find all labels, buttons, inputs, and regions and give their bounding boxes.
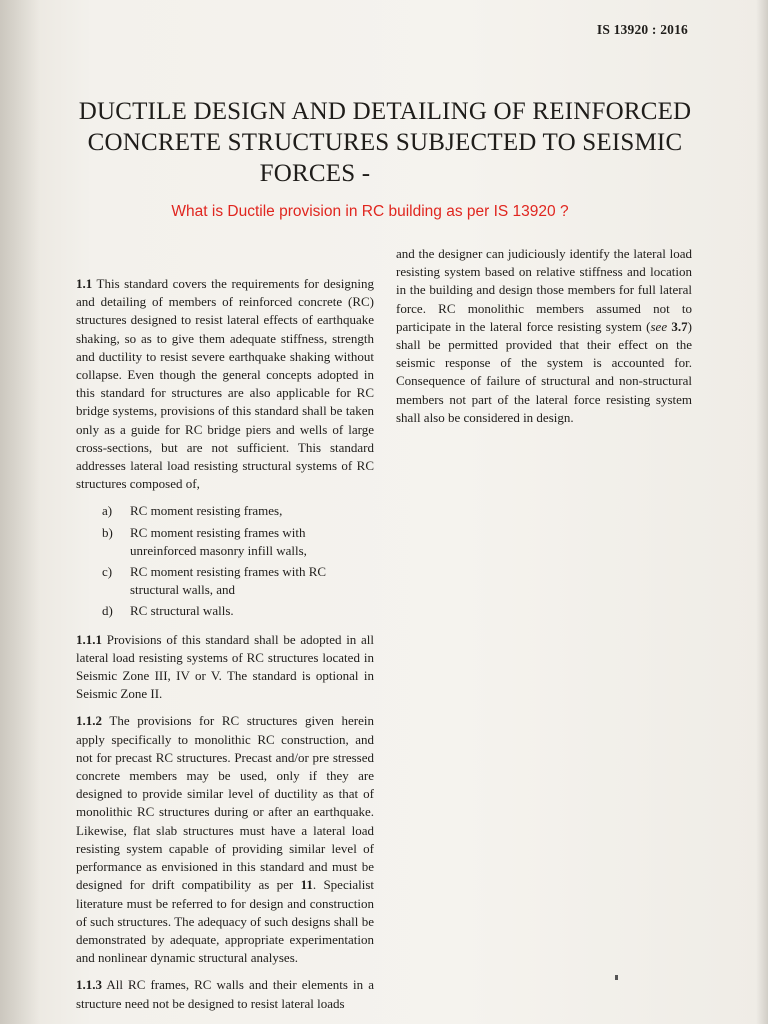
clause-number: 1.1.3 <box>76 977 102 993</box>
clause-text-continued: . Specialist literature must be referred to for design and construction of such structures. The adequacy of such designs shall be demonstrated by adequate, appropriate experimentation and nonlinear dynamic structural analyses. <box>76 877 374 966</box>
clause-text-continued: ) shall be permitted provided that their effect on the seismic response of the system is accounted for. Consequence of failure of structural and non-structural members not part of the lateral force resisting system shall also be considered in design. <box>396 318 692 425</box>
list-marker: c) <box>102 564 113 580</box>
clause-1-1 <box>76 275 374 493</box>
title-line-1: DUCTILE DESIGN AND DETAILING OF REINFORCED <box>78 98 692 125</box>
clause-1-1-2 <box>76 712 374 967</box>
standard-number: IS 13920 : 2016 <box>596 22 688 37</box>
clause-number: 1.1.1 <box>76 631 102 647</box>
structure-type-list <box>76 502 374 620</box>
list-marker: a) <box>102 503 113 519</box>
list-text: RC moment resisting frames with unreinforced masonry infill walls, <box>130 524 307 558</box>
page-spine-shadow <box>0 0 40 1024</box>
clause-1-1-3-continued <box>396 245 692 427</box>
clause-text: The provisions for RC structures given herein apply specifically to monolithic RC construction, and not for precast RC structures. Precast and/or pre stressed concrete members may be used, only if they are designed to provide similar level of ductility as that of monolithic RC structures during or after an earthquake. Likewise, flat slab structures must have a lateral load resisting system capable of providing similar level of performance as envisioned in this standard and must be designed for drift compatibility as per <box>76 713 374 893</box>
list-item <box>76 602 374 620</box>
overlay-question: What is Ductile provision in RC building as per IS 13920 ? <box>171 203 569 220</box>
clause-number: 1.1 <box>76 276 93 291</box>
list-text: RC moment resisting frames, <box>130 503 283 519</box>
title-line-2: CONCRETE STRUCTURES SUBJECTED TO SEISMIC <box>87 129 683 156</box>
list-marker: b) <box>102 524 113 540</box>
list-item <box>76 502 374 520</box>
clause-text: Provisions of this standard shall be adopted in all lateral load resisting systems of RC structures located in Seismic Zone III, IV or V. The standard is optional in Seismic Zone II. <box>76 631 375 702</box>
clause-reference: 11 <box>300 877 313 893</box>
list-text: RC structural walls. <box>130 603 234 619</box>
page-edge-shadow <box>756 0 768 1024</box>
list-item <box>76 524 374 560</box>
right-column <box>396 245 692 436</box>
list-item <box>76 563 374 599</box>
scan-mark <box>615 975 618 980</box>
clause-text: All RC frames, RC walls and their elements in a structure need not be designed to resist lateral loads <box>76 977 374 1011</box>
document-title <box>60 96 710 189</box>
clause-1-1-3 <box>76 976 374 1012</box>
clause-text: and the designer can judiciously identify the lateral load resisting system based on relative stiffness and location in the building and design those members for full lateral force. RC monolithic members assumed not to participate in the lateral force resisting system ( <box>396 246 692 334</box>
clause-1-1-1 <box>76 631 374 704</box>
title-line-3: FORCES - <box>259 160 371 187</box>
clause-text: This standard covers the requirements for designing and detailing of members of reinforced concrete (RC) structures designed to resist lateral effects of earthquake shaking, so as to give them adequate stiffness, strength and ductility to resist severe earthquake shaking without collapse. Even though the general concepts adopted in this standard for structures are also applicable for RC bridge systems, provisions of this standard shall be taken only as a guide for RC bridge piers and wells of large cross-sections, but are not sufficient. This standard addresses lateral load resisting structural systems of RC structures composed of, <box>76 276 374 492</box>
left-column <box>76 275 374 1022</box>
list-text: RC moment resisting frames with RC structural walls, and <box>130 564 327 598</box>
see-label: see <box>650 318 668 334</box>
clause-number: 1.1.2 <box>76 713 102 729</box>
clause-reference: 3.7 <box>671 318 688 334</box>
list-marker: d) <box>102 603 113 619</box>
